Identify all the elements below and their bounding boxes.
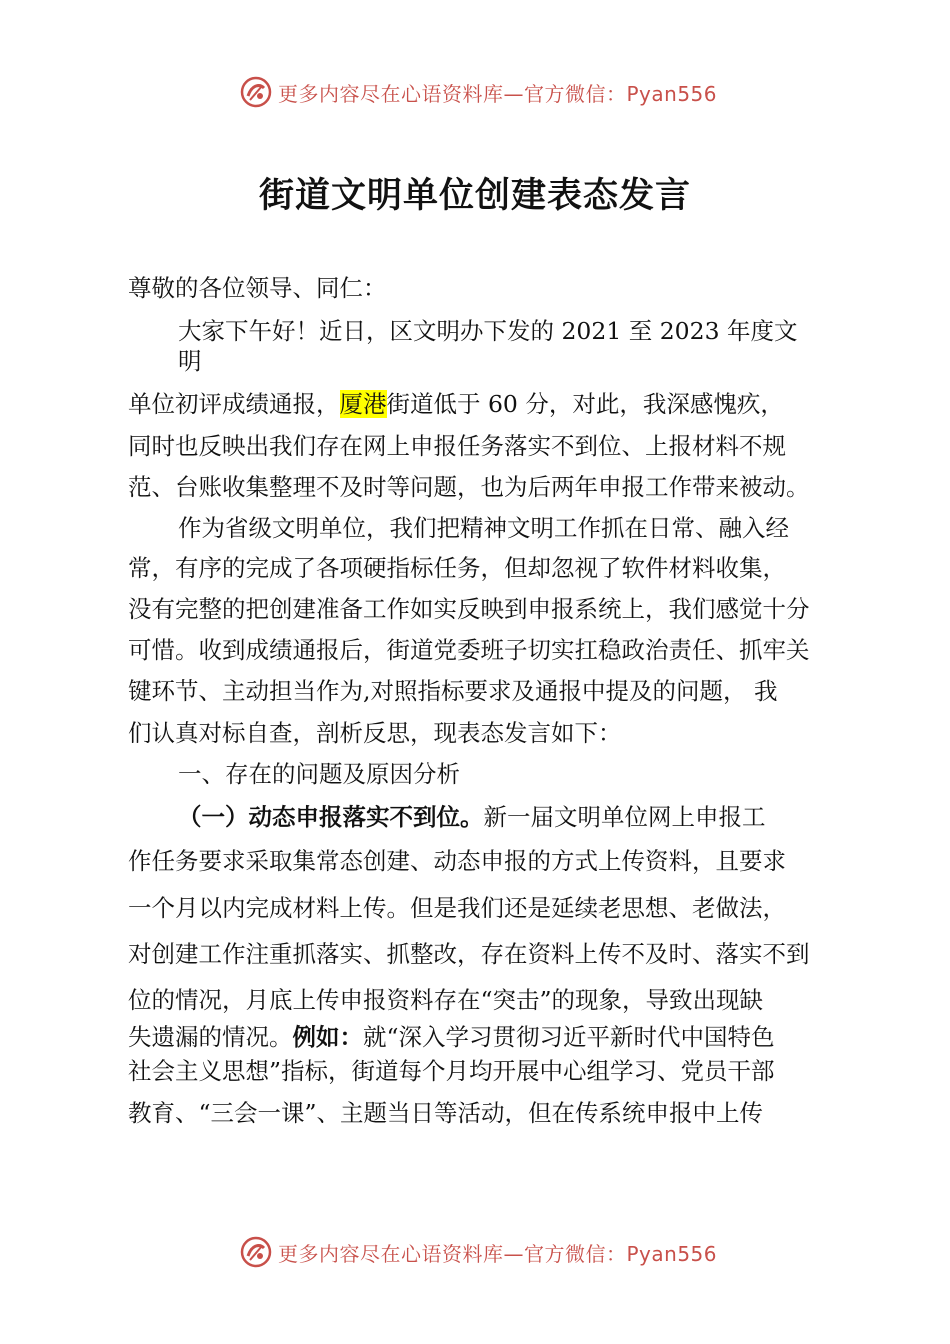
text-line-7: 作为省级文明单位，我们把精神文明工作抓在日常、融入经	[178, 514, 789, 542]
example-bold: 例如：	[292, 1023, 363, 1051]
text-line-21: 教育、“三会一课”、主题当日等活动，但在传系统申报中上传	[128, 1099, 764, 1127]
text-line-3: 明	[178, 347, 202, 375]
text-line-20: 社会主义思想”指标，街道每个月均开展中心组学习、党员干部	[128, 1057, 775, 1085]
watermark-text: 更多内容尽在心语资料库—官方微信：Pyan556	[278, 1241, 718, 1266]
logo-icon	[238, 1234, 274, 1270]
highlighted-text: 厦港	[339, 390, 387, 418]
text-line-17: 对创建工作注重抓落实、抓整改，存在资料上传不及时、落实不到	[128, 940, 810, 968]
subheading-bold: （一）动态申报落实不到位。	[178, 803, 484, 831]
watermark-banner-bottom	[0, 1232, 950, 1272]
document-title: 街道文明单位创建表态发言	[258, 175, 691, 216]
wechat-id: Pyan556	[626, 81, 718, 106]
logo-icon	[238, 74, 274, 110]
text-line-14: （一）动态申报落实不到位。新一届文明单位网上申报工	[178, 803, 766, 831]
text-line-1: 尊敬的各位领导、同仁：	[128, 274, 387, 302]
text-line-18: 位的情况，月底上传申报资料存在“突击”的现象，导致出现缺	[128, 986, 764, 1014]
wechat-id: Pyan556	[626, 1241, 718, 1266]
text-line-15: 作任务要求采取集常态创建、动态申报的方式上传资料，且要求	[128, 847, 786, 875]
watermark-text: 更多内容尽在心语资料库—官方微信：Pyan556	[278, 81, 718, 106]
text-line-11: 键环节、主动担当作为,对照指标要求及通报中提及的问题， 我	[128, 677, 778, 705]
section-heading: 一、存在的问题及原因分析	[178, 760, 460, 788]
text-line-2: 大家下午好！近日，区文明办下发的 2021 至 2023 年度文	[178, 317, 798, 345]
text-line-4: 单位初评成绩通报，厦港街道低于 60 分，对此，我深感愧疚，	[128, 390, 784, 418]
text-line-8: 常，有序的完成了各项硬指标任务，但却忽视了软件材料收集，	[128, 554, 786, 582]
watermark-banner-top	[0, 72, 950, 112]
text-line-19: 失遗漏的情况。例如：就“深入学习贯彻习近平新时代中国特色	[128, 1023, 775, 1051]
text-line-5: 同时也反映出我们存在网上申报任务落实不到位、上报材料不规	[128, 432, 786, 460]
text-line-6: 范、台账收集整理不及时等问题，也为后两年申报工作带来被动。	[128, 473, 810, 501]
text-line-12: 们认真对标自查，剖析反思，现表态发言如下：	[128, 719, 622, 747]
text-line-16: 一个月以内完成材料上传。但是我们还是延续老思想、老做法，	[128, 894, 786, 922]
text-line-9: 没有完整的把创建准备工作如实反映到申报系统上，我们感觉十分	[128, 595, 810, 623]
text-line-10: 可惜。收到成绩通报后，街道党委班子切实扛稳政治责任、抓牢关	[128, 636, 810, 664]
